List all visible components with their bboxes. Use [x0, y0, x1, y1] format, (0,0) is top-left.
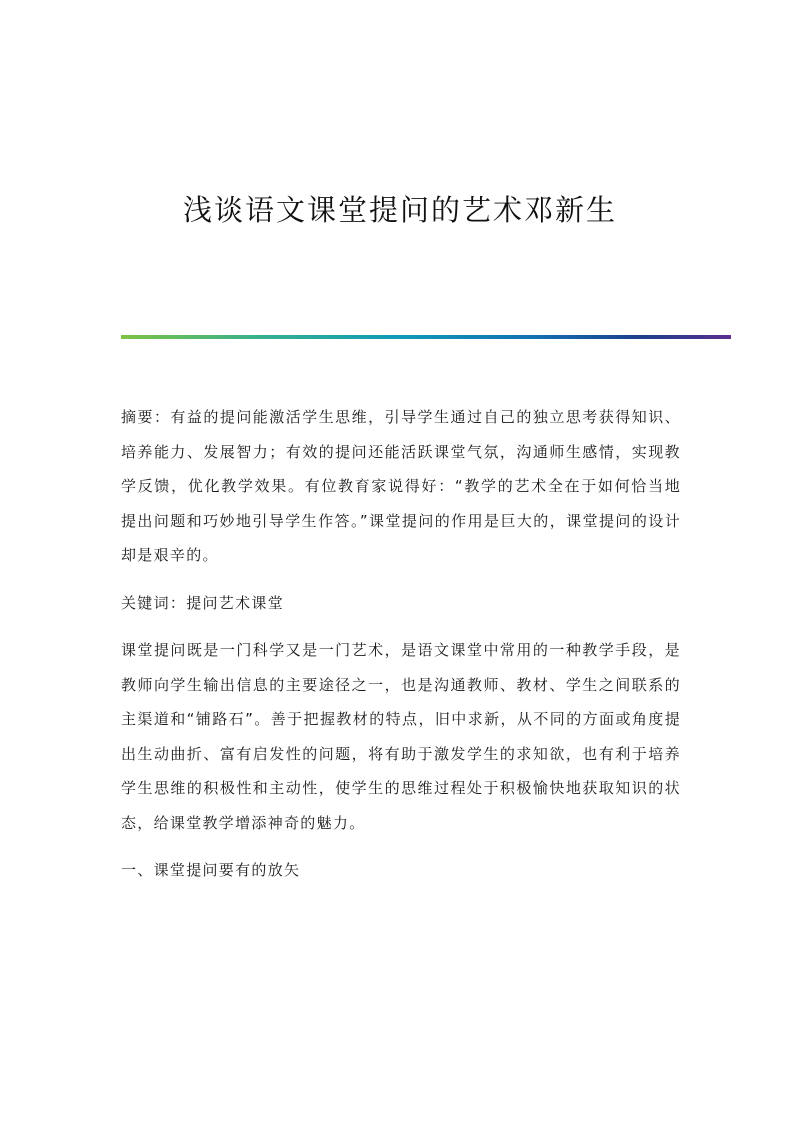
keywords-line: [121, 586, 681, 621]
document-body: [121, 400, 681, 901]
keywords-label: 关键词：: [121, 593, 187, 612]
abstract-paragraph: 摘要：有益的提问能激活学生思维，引导学生通过自己的独立思考获得知识、培养能力、发展智力；有效的提问还能活跃课堂气氛，沟通师生感情，实现教学反馈，优化教学效果。有位教育家说得好：“教学的艺术全在于如何恰当地提出问题和巧妙地引导学生作答。”课堂提问的作用是巨大的，课堂提问的设计却是艰辛的。: [121, 408, 681, 564]
section-heading: 一、课堂提问要有的放矢: [121, 861, 301, 879]
title-divider: [121, 335, 731, 339]
keywords-text: 提问艺术课堂: [186, 593, 285, 612]
document-title: 浅谈语文课堂提问的艺术邓新生: [182, 193, 617, 227]
body-paragraph: 课堂提问既是一门科学又是一门艺术，是语文课堂中常用的一种教学手段，是教师向学生输出信息的主要途径之一，也是沟通教师、教材、学生之间联系的主渠道和“铺路石”。善于把握教材的特点，旧中求新，从不同的方面或角度提出生动曲折、富有启发性的问题，将有助于激发学生的求知欲，也有利于培养学生思维的积极性和主动性，使学生的思维过程处于积极愉快地获取知识的状态，给课堂教学增添神奇的魅力。: [121, 641, 681, 832]
